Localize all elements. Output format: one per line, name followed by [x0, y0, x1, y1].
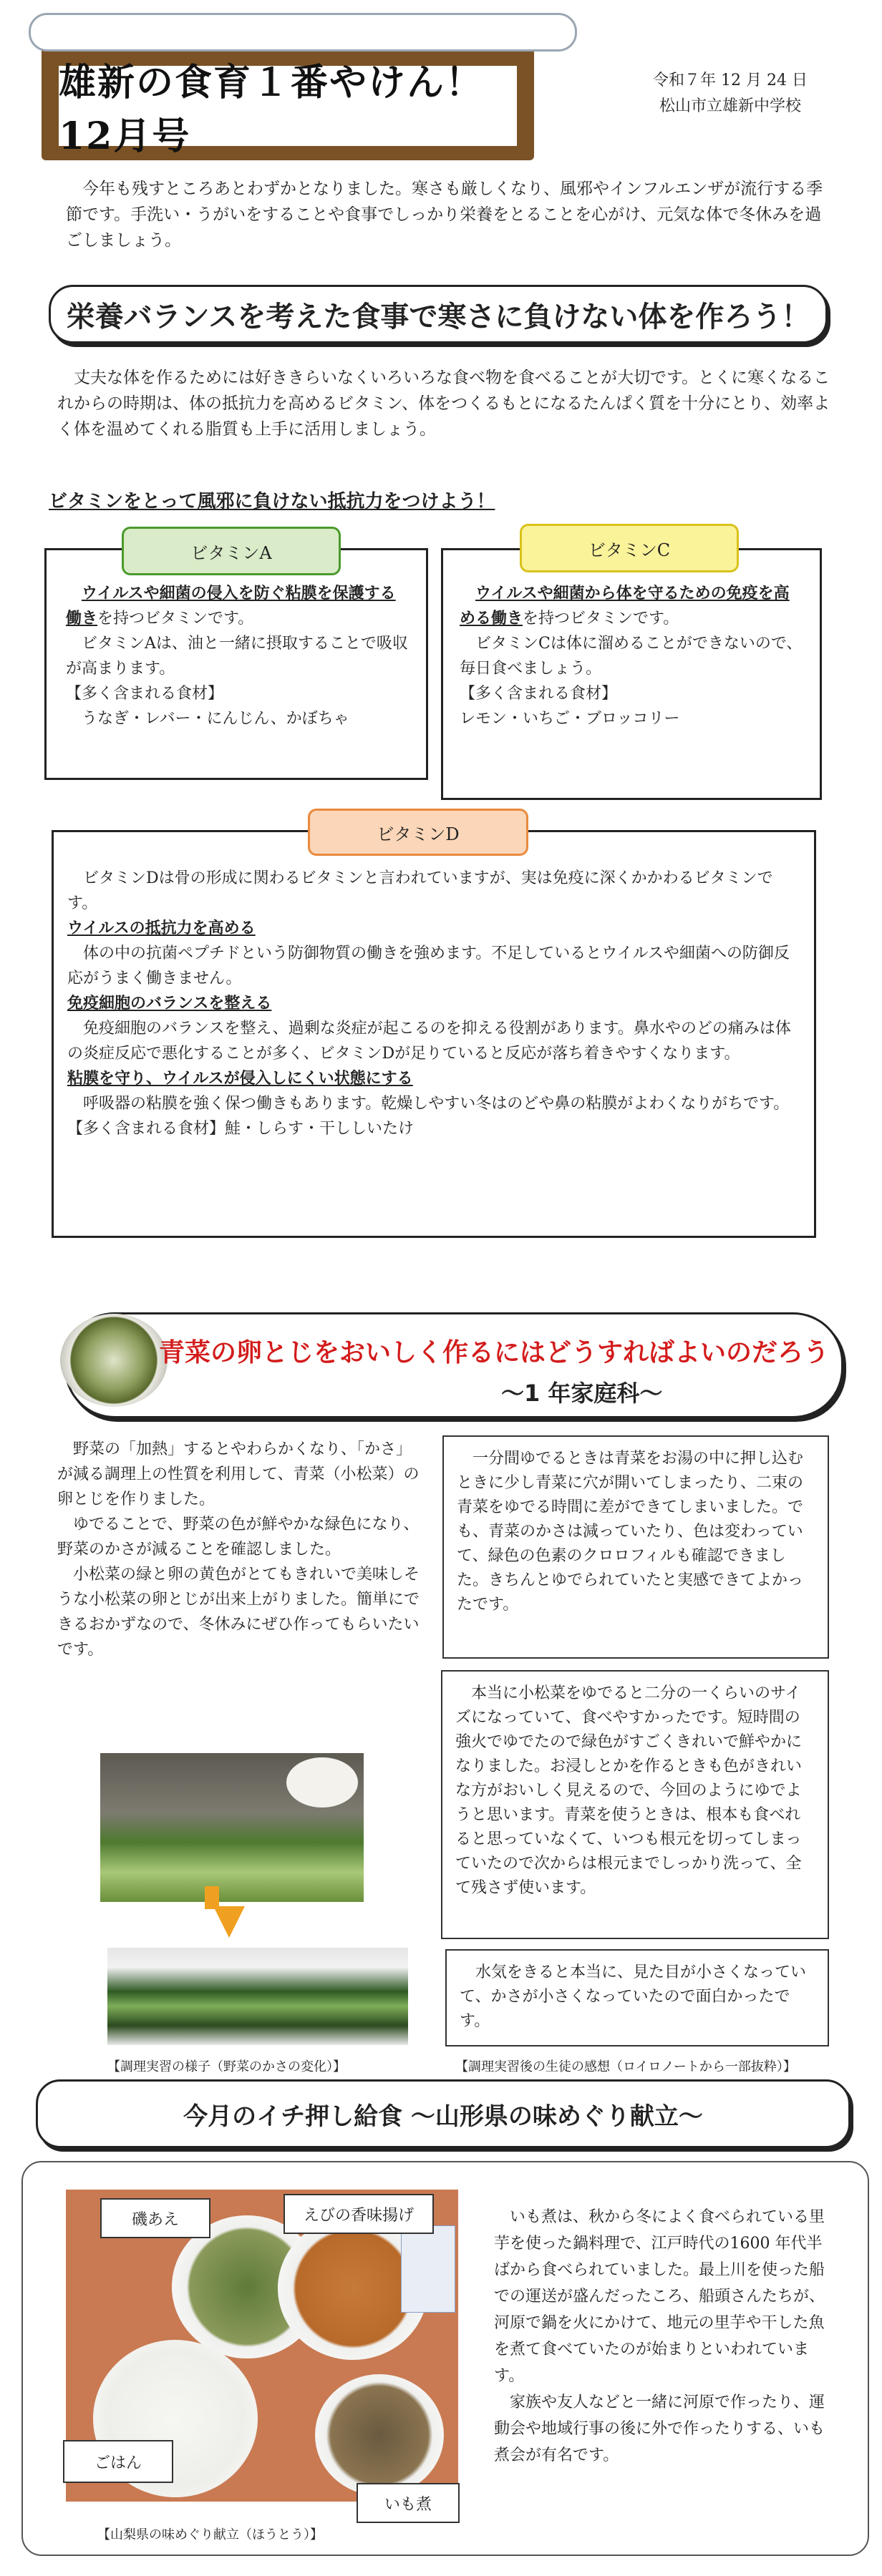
vitamin-d-heading-3: 粘膜を守り、ウイルスが侵入しにくい状態にする: [67, 1069, 413, 1088]
section1-body: 丈夫な体を作るためには好ききらいなくいろいろな食べ物を食べることが大切です。とくに寒くなるこれからの時期は、体の抵抗力を高めるビタミン、体をつくるもとになるたんぱく質を十分にとり、効率よく体を温めてくれる脂質も上手に活用しましょう。: [57, 369, 830, 439]
section2-subtitle: ～1 年家庭科～: [501, 1380, 663, 1407]
section2-para-2: ゆでることで、野菜の色が鮮やかな緑色になり、野菜のかさが減ることを確認しました。: [57, 1516, 420, 1558]
vitamin-c-text: [460, 581, 803, 731]
section2-para-1: 野菜の「加熱」するとやわらかくなり、「かさ」が減る調理上の性質を利用して、青菜（小松菜）の卵とじを作りました。: [57, 1440, 420, 1508]
student-comment-3-text: 水気をきると本当に、見た目が小さくなっていて、かさが小さくなっていたので面白かったです。: [460, 1963, 807, 2030]
vitamin-a-text: [66, 581, 410, 731]
school-name: 松山市立雄新中学校: [659, 97, 801, 115]
vitamin-c-text1: を持つビタミンです。: [523, 610, 679, 628]
issue-date: 令和７年 12 月 24 日: [653, 72, 808, 89]
vitamin-d-heading-1: ウイルスの抵抗力を高める: [67, 919, 256, 937]
label-shrimp: えびの香味揚げ: [284, 2194, 434, 2234]
label-rice: ごはん: [63, 2440, 173, 2483]
vitamin-c-text2: ビタミンCは体に溜めることができないので、毎日食べましょう。: [460, 635, 803, 678]
header-info: [609, 68, 852, 119]
vitamin-d-tab: ビタミンD: [308, 809, 528, 856]
intro-paragraph: 今年も残すところあとわずかとなりました。寒さも厳しくなり、風邪やインフルエンザが流行する季節です。手洗い・うがいをすることや食事でしっかり栄養をとることを心がけ、元気な体で冬休みを過ごしましょう。: [66, 180, 823, 250]
vitamin-c-emphasis: ウイルスや細菌から体を守るための免疫を高める働き: [460, 584, 790, 628]
student-comment-1: [442, 1435, 829, 1659]
vitamin-d-intro: ビタミンDは骨の形成に関わるビタミンと言われていますが、実は免疫に深くかかわるビタミンです。: [67, 869, 773, 912]
imoni-description: [494, 2204, 838, 2469]
boiled-komatsuna-photo: [107, 1948, 408, 2045]
student-comment-1-text: 一分間ゆでるときは青菜をお湯の中に押し込むときに少し青菜に穴が開いてしまったり、二束の青菜をゆでる時間に差ができてしまいました。でも、青菜のかさは減っていたり、色は変わっていて、緑色の色素のクロロフィルも確認できました。きちんとゆでられていたと実感できてよかったです。: [457, 1450, 804, 1614]
vitamin-a-foods-label: 【多く含まれる食材】: [66, 685, 224, 703]
vitamin-d-para-2: 免疫細胞のバランスを整え、過剰な炎症が起こるのを抑える役割があります。鼻水やのどの痛みは体の炎症反応で悪化することが多く、ビタミンDが足りていると反応が落ち着きやすくなります。: [67, 1020, 791, 1063]
vitamin-d-para-1: 体の中の抗菌ペプチドという防御物質の働きを強めます。不足しているとウイルスや細菌への防御反応がうまく働きません。: [67, 945, 790, 987]
vitamin-c-foods-label: 【多く含まれる食材】: [460, 685, 618, 703]
section3-banner: 今月のイチ押し給食 ～山形県の味めぐり献立～: [36, 2079, 850, 2148]
label-imoni: いも煮: [357, 2483, 460, 2523]
student-comment-2-text: 本当に小松菜をゆでると二分の一くらいのサイズになっていて、食べやすかったです。短時間の強火でゆでたので緑色がすごくきれいで鮮やかになりました。お浸しとかを作るときも色がきれいな方がおいしく見えるので、今回のようにゆでようと思います。青菜を使うときは、根本も食べれると思っていなくて、いつも根元を切ってしまっていたので次からは根元までしっかり洗って、全て残さず使います。: [455, 1684, 803, 1897]
vitamin-a-text2: ビタミンAは、油と一緒に摂取することで吸収が高まります。: [66, 635, 408, 678]
vitamin-d-heading-2: 免疫細胞のバランスを整える: [67, 994, 272, 1013]
student-comment-2: [441, 1670, 829, 1939]
vitamin-a-text1: を持つビタミンです。: [97, 610, 254, 628]
milk-carton: [401, 2225, 455, 2313]
label-isoae: 磯あえ: [100, 2198, 210, 2238]
student-comment-3: [445, 1949, 829, 2046]
imoni-para-1: いも煮は、秋から冬によく食べられている里芋を使った鍋料理で、江戸時代の1600 年代半ばから食べられていました。最上川を使った船での運送が盛んだったころ、船頭さんたちが、河原で鍋を火にかけて、地元の里芋や干した魚を煮て食べていたのが始まりといわれています。: [494, 2208, 825, 2385]
newsletter-title: 雄新の食育１番やけん！12月号: [59, 61, 485, 158]
imoni-bowl: [315, 2374, 444, 2496]
section2-para-3: 小松菜の緑と卵の黄色がとてもきれいで美味しそうな小松菜の卵とじが出来上がりました。簡単にできるおかずなので、冬休みにぜひ作ってもらいたいです。: [57, 1566, 420, 1659]
vitamin-a-emphasis: ウイルスや細菌の侵入を防ぐ粘膜を保護する働き: [66, 584, 396, 628]
vitamin-d-text: [67, 866, 798, 1141]
vitamin-a-foods: うなぎ・レバー・にんじん、かぼちゃ: [82, 710, 349, 728]
section2-title: 青菜の卵とじをおいしく作るにはどうすればよいのだろう: [158, 1338, 829, 1367]
comments-caption: 【調理実習後の生徒の感想（ロイロノートから一部抜粋）】: [455, 2059, 796, 2074]
vitamin-d-foods: 【多く含まれる食材】鮭・しらす・干ししいたけ: [67, 1120, 415, 1138]
down-arrow-shaft: [205, 1886, 219, 1909]
vitamin-subheading: ビタミンをとって風邪に負けない抵抗力をつけよう！: [49, 491, 495, 512]
vitamin-c-foods: レモン・いちご・ブロッコリー: [460, 710, 680, 728]
section1-banner: 栄養バランスを考えた食事で寒さに負けない体を作ろう！: [49, 285, 828, 343]
imoni-para-2: 家族や友人などと一緒に河原で作ったり、運動会や地域行事の後に外で作ったりする、いも煮会が有名です。: [494, 2394, 825, 2464]
down-arrow-icon: [213, 1906, 245, 1938]
header-snow-cap: [29, 13, 577, 52]
photo-caption: 【調理実習の様子（野菜のかさの変化）】: [107, 2059, 346, 2074]
lunch-photo-caption: 【山梨県の味めぐり献立（ほうとう）】: [97, 2527, 323, 2542]
vitamin-c-tab: ビタミンC: [520, 524, 739, 572]
vitamin-d-para-3: 呼吸器の粘膜を強く保つ働きもあります。乾燥しやすい冬はのどや鼻の粘膜がよわくなりがちです。: [83, 1095, 790, 1113]
eggs-bowl: [286, 1757, 358, 1807]
vitamin-a-tab: ビタミンA: [122, 527, 341, 575]
section2-body: [57, 1437, 422, 1662]
